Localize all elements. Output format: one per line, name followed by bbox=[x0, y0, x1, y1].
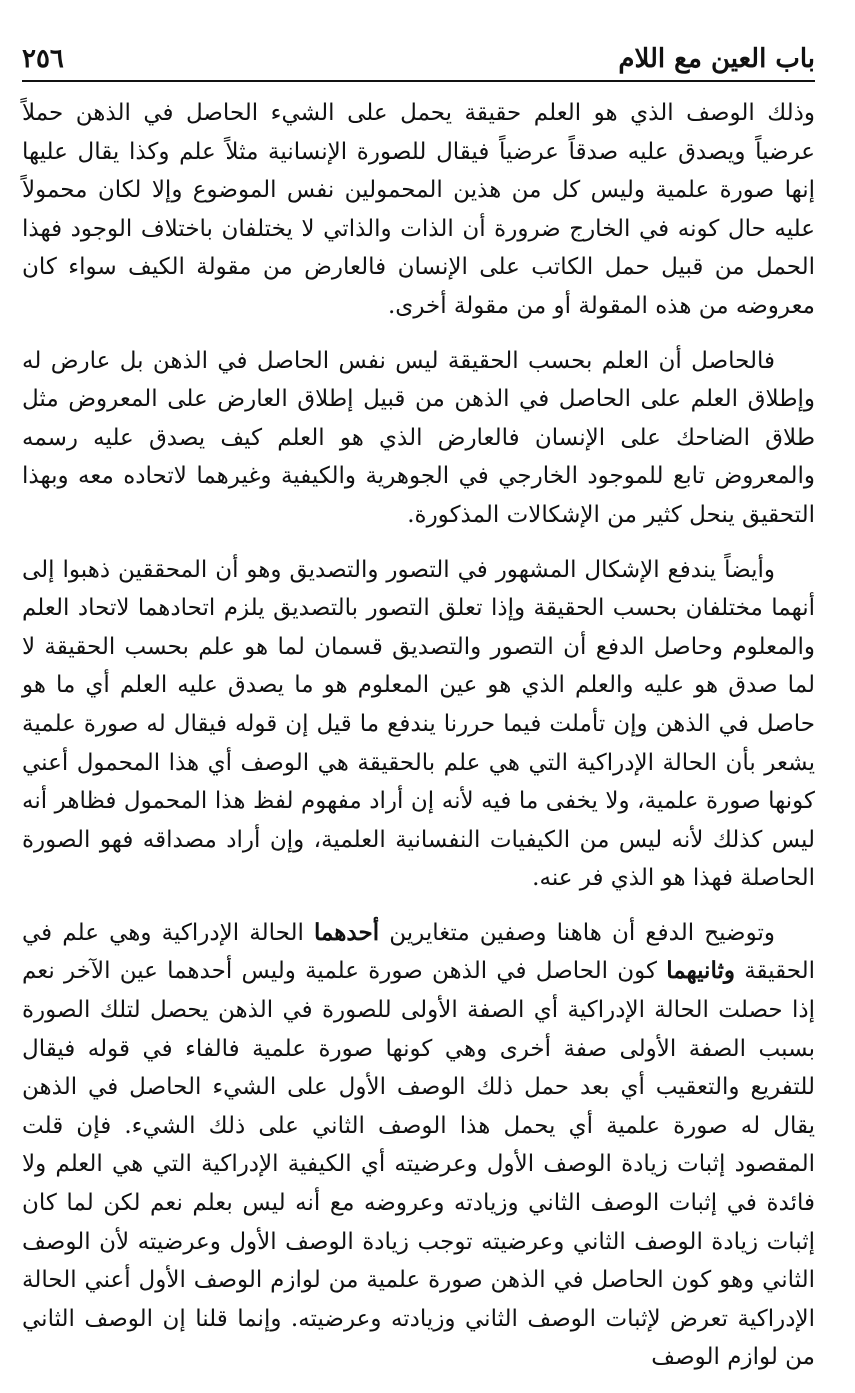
paragraph-2: فالحاصل أن العلم بحسب الحقيقة ليس نفس الحاصل في الذهن بل عارض له وإطلاق العلم على الحاصل في الذهن من قبيل إطلاق العارض على المعروض مثل طلاق الضاحك على الإنسان فالعارض الذي هو العلم كيف يصدق عليه رسمه والمعروض تابع للموجود الخارجي في الجوهرية والكيفية وغيرهما لاتحاده معه وبهذا التحقيق ينحل كثير من الإشكالات المذكورة. bbox=[22, 347, 815, 528]
running-title: باب العين مع اللام bbox=[618, 44, 815, 74]
paragraph-4-bold-first: أحدهما bbox=[314, 918, 380, 946]
paragraph-4-part-3: كون الحاصل في الذهن صورة علمية وليس أحدهما عين الآخر نعم إذا حصلت الحالة الإدراكية أي الصفة الأولى للصورة في الذهن يحصل لتلك الصورة بسبب الصفة الأولى صفة أخرى وهي كونها صورة علمية فالفاء في قوله فيقال للتفريع والتعقيب أي بعد حمل ذلك الوصف الأول على الشيء الحاصل في الذهن يقال له صورة علمية أي يحمل هذا الوصف الثاني على ذلك الشيء. فإن قلت المقصود إثبات زيادة الوصف الأول وعرضيته أي الكيفية الإدراكية التي هي العلم ولا فائدة في إثبات الوصف الثاني وزيادته وعروضه مع أنه ليس بعلم نعم لكن لما كان إثبات زيادة الوصف الثاني وعرضيته توجب زيادة الوصف الأول وعرضيته لأن الوصف الثاني وهو كون الحاصل في الذهن صورة علمية من لوازم الوصف الأول أعني الحالة الإدراكية تعرض لإثبات الوصف الثاني وزيادته وعرضيته. وإنما قلنا إن الوصف الثاني من لوازم الوصف bbox=[22, 958, 815, 1371]
paragraph-3: وأيضاً يندفع الإشكال المشهور في التصور والتصديق وهو أن المحققين ذهبوا إلى أنهما مختلفان بحسب الحقيقة وإذا تعلق التصور بالتصديق يلزم اتحادهما لاتحاد العلم والمعلوم وحاصل الدفع أن التصور والتصديق قسمان لما هو علم بحسب الحقيقة لا لما صدق هو عليه والعلم الذي هو عين المعلوم هو ما يصدق عليه العلم أي ما هو حاصل في الذهن وإن تأملت فيما حررنا يندفع ما قيل إن قوله فيقال له صورة علمية يشعر بأن الحالة الإدراكية التي هي علم بالحقيقة هي الوصف أي هذا المحمول أعني كونها صورة علمية، ولا يخفى ما فيه لأنه إن أراد مفهوم لفظ هذا المحمول فظاهر أنه ليس كذلك لأنه ليس من الكيفيات النفسانية العلمية، وإن أراد مصداقه فهو الصورة الحاصلة فهذا هو الذي فر عنه. bbox=[22, 556, 815, 892]
page-body bbox=[22, 94, 815, 1393]
paragraph-1: وذلك الوصف الذي هو العلم حقيقة يحمل على الشيء الحاصل في الذهن حملاً عرضياً ويصدق عليه صدقاً عرضياً فيقال للصورة الإنسانية مثلاً علم وكذا يقال عليها إنها صورة علمية وليس كل من هذين المحمولين نفس الموضوع وإلا لكان محمولاً عليه حال كونه في الخارج ضرورة أن الذات والذاتي لا يختلفان باختلاف الوجود فهذا الحمل من قبيل حمل الكاتب على الإنسان فالعارض من مقولة الكيف سواء كان معروضه من هذه المقولة أو من مقولة أخرى. bbox=[22, 100, 815, 319]
page-header bbox=[22, 28, 815, 82]
paragraph-4-bold-second: وثانيهما bbox=[666, 957, 735, 985]
paragraph-4-part-1: وتوضيح الدفع أن هاهنا وصفين متغايرين bbox=[379, 919, 775, 946]
paragraph-4 bbox=[22, 914, 815, 1377]
paragraph-4-part-2: الحالة الإدراكية وهي علم في الحقيقة bbox=[22, 919, 815, 985]
page-number: ٢٥٦ bbox=[22, 44, 64, 74]
